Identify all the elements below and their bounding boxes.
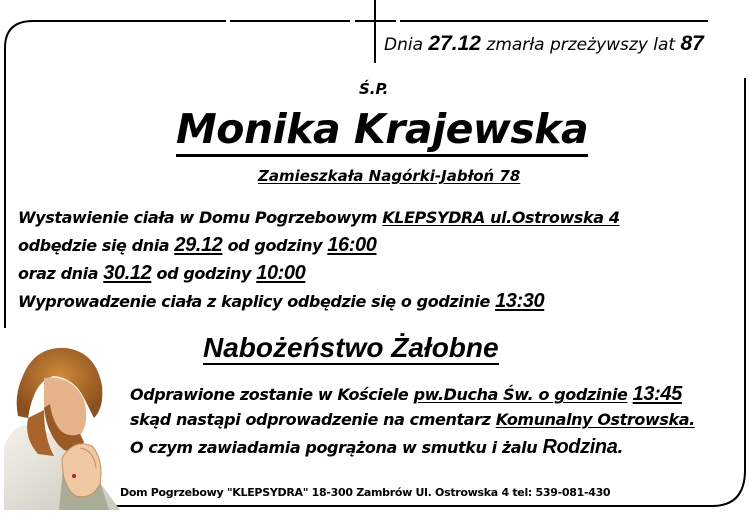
viewing-line-2	[18, 234, 376, 257]
praying-figure-image	[4, 338, 120, 510]
funeral-home-footer: Dom Pogrzebowy "KLEPSYDRA" 18-300 Zambrów Ul. Ostrowska 4 tel: 539-081-430	[120, 486, 611, 499]
deceased-name: Monika Krajewska	[176, 106, 588, 157]
service-line-2-prefix: skąd nastąpi odprowadzenie na cmentarz	[130, 410, 491, 429]
service-line-3-suffix: .	[617, 438, 624, 457]
death-info-line	[384, 32, 704, 56]
viewing-line-3-mid: od godziny	[156, 264, 252, 283]
viewing-line-3-prefix: oraz dnia	[18, 264, 99, 283]
viewing-line-2-prefix: odbędzie się dnia	[18, 236, 170, 255]
viewing-line-3	[18, 262, 305, 285]
honorific: Ś.P.	[359, 80, 389, 98]
death-date: 27.12	[428, 32, 481, 55]
viewing-line-4	[18, 290, 544, 313]
death-prefix: Dnia	[384, 35, 424, 55]
age: 87	[680, 32, 704, 55]
service-line-1-prefix: Odprawione zostanie w Kościele	[130, 385, 409, 404]
viewing-line-2-mid: od godziny	[227, 236, 323, 255]
death-middle: zmarła przeżywszy lat	[486, 35, 676, 55]
viewing-line-1	[18, 208, 620, 227]
viewing-line-4-text: Wyprowadzenie ciała z kaplicy odbędzie się o godzinie	[18, 292, 490, 311]
viewing-line-1-text: Wystawienie ciała w Domu Pogrzebowym	[18, 208, 378, 227]
viewing-date-1: 29.12	[174, 234, 223, 256]
family-signature: Rodzina	[542, 436, 618, 458]
church-name: pw.Ducha Św. o godzinie	[413, 385, 628, 404]
service-title: Nabożeństwo Żałobne	[203, 332, 499, 363]
service-line-3-prefix: O czym zawiadamia pogrążona w smutku i żalu	[130, 438, 538, 457]
residence: Zamieszkała Nagórki-Jabłoń 78	[258, 167, 521, 185]
cemetery-name: Komunalny Ostrowska.	[495, 410, 695, 429]
service-line-3	[130, 436, 623, 459]
procession-time: 13:30	[495, 290, 545, 312]
viewing-time-1: 16:00	[327, 234, 377, 256]
viewing-place: KLEPSYDRA ul.Ostrowska 4	[382, 208, 620, 227]
service-time: 13:45	[632, 383, 682, 405]
service-line-1	[130, 383, 682, 406]
service-line-2	[130, 410, 695, 429]
viewing-time-2: 10:00	[256, 262, 306, 284]
viewing-date-2: 30.12	[103, 262, 152, 284]
